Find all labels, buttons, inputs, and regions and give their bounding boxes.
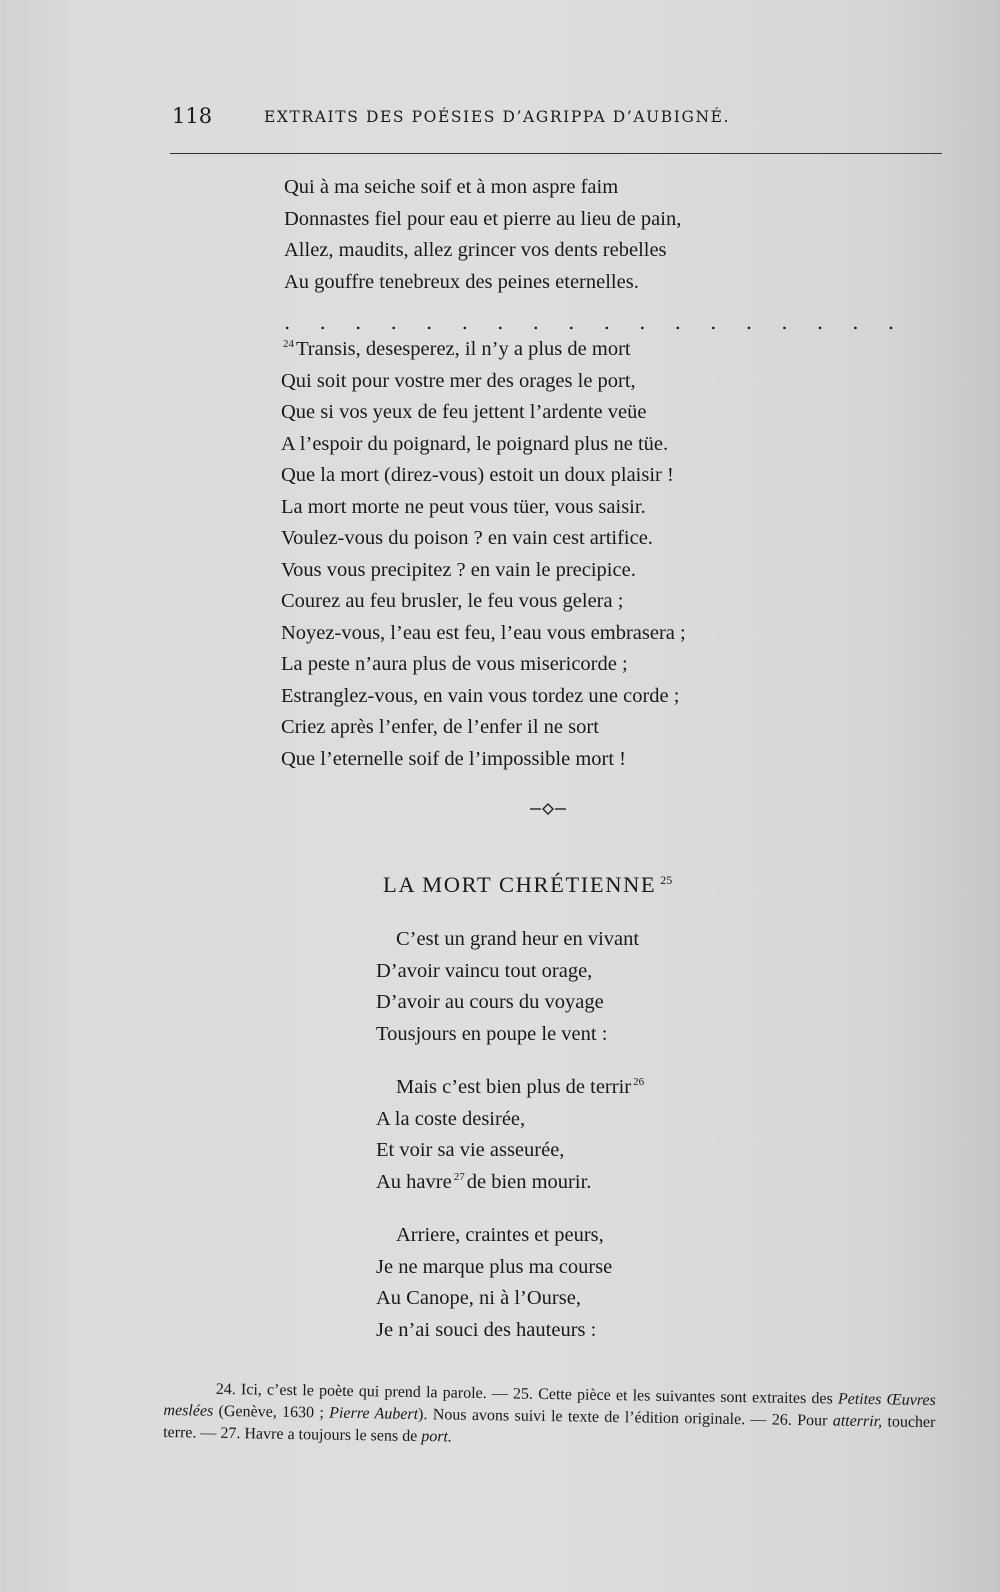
- footnote-27: 27. Havre a toujours le sens de: [220, 1424, 418, 1445]
- footnote-26: 26. Pour: [771, 1411, 828, 1430]
- verse-line: Courez au feu brusler, le feu vous gelera ;: [281, 590, 624, 612]
- verse-line: Que si vos yeux de feu jettent l’ardente veüe: [281, 401, 647, 423]
- footnotes: [163, 1378, 936, 1456]
- verse-line: [376, 1072, 646, 1104]
- verse-line: Criez après l’enfer, de l’enfer il ne sort: [281, 716, 599, 738]
- footnote-25: ). Nous avons suivi le texte de l’édition originale. —: [417, 1405, 767, 1429]
- verse-line-text: Au havre: [376, 1170, 452, 1193]
- verse-block-b: [281, 334, 686, 775]
- footnote-25: 25. Cette pièce et les suivantes sont extraites des: [512, 1385, 833, 1408]
- footnote-marker: 26: [633, 1076, 645, 1089]
- verse-line: C’est un grand heur en vivant: [396, 928, 640, 950]
- footnote-paragraph: [163, 1378, 936, 1456]
- running-head: [172, 104, 852, 134]
- verse-line: Arriere, craintes et peurs,: [396, 1224, 604, 1246]
- footnote-26: toucher terre. —: [163, 1413, 936, 1442]
- section-title: [383, 872, 672, 898]
- verse-line: Estranglez-vous, en vain vous tordez une corde ;: [281, 684, 680, 707]
- verse-line: Allez, maudits, allez grincer vos dents rebelles: [284, 239, 667, 261]
- verse-line-text: Transis, desesperez, il n’y a plus de mort: [296, 338, 631, 360]
- verse-line: D’avoir vaincu tout orage,: [376, 959, 593, 982]
- verse-line: La peste n’aura plus de vous misericorde ;: [281, 653, 628, 675]
- verse-line: Et voir sa vie asseurée,: [376, 1139, 565, 1161]
- verse-line: Qui soit pour vostre mer des orages le port,: [281, 369, 636, 392]
- verse-line: Je ne marque plus ma course: [376, 1255, 613, 1278]
- verse-block-a: [284, 172, 681, 298]
- ellipsis-row: . . . . . . . . . . . . . . . . . .: [284, 310, 906, 334]
- running-title: EXTRAITS DES POÉSIES D’AGRIPPA D’AUBIGNÉ.: [264, 108, 731, 126]
- verse-line: Je n’ai souci des hauteurs :: [376, 1318, 597, 1341]
- verse-line: Au Canope, ni à l’Ourse,: [376, 1287, 581, 1309]
- page-number: 118: [172, 104, 213, 128]
- footnote-25-publisher: Pierre Aubert: [329, 1404, 419, 1423]
- footnote-marker: 25: [660, 872, 673, 887]
- footnote-marker: 27: [453, 1170, 465, 1183]
- verse-line: Tousjours en poupe le vent :: [376, 1022, 608, 1045]
- footnote-marker: 24: [283, 338, 294, 351]
- verse-line: A l’espoir du poignard, le poignard plus ne tüe.: [281, 432, 669, 455]
- verse-line-text: de bien mourir.: [466, 1170, 592, 1193]
- verse-line: D’avoir au cours du voyage: [376, 991, 604, 1013]
- verse-line: Que l’eternelle soif de l’impossible mort !: [281, 747, 626, 770]
- verse-line: [376, 1167, 646, 1199]
- footnote-27-word: port.: [421, 1428, 453, 1446]
- section-title-text: LA MORT CHRÉTIENNE: [383, 872, 657, 897]
- verse-line: Noyez-vous, l’eau est feu, l’eau vous embrasera ;: [281, 621, 686, 644]
- header-rule: [170, 153, 942, 154]
- footnote-25: (Genève, 1630 ;: [218, 1402, 325, 1422]
- verse-line: Voulez-vous du poison ? en vain cest artifice.: [281, 527, 653, 549]
- stanza-gap: [376, 1198, 646, 1220]
- verse-block-c: [376, 924, 646, 1346]
- ornament-icon: [530, 802, 566, 816]
- footnote-26-word: atterrir,: [832, 1412, 883, 1431]
- verse-line: Au gouffre tenebreux des peines eternelles.: [284, 270, 639, 293]
- verse-line: Qui à ma seiche soif et à mon aspre faim: [284, 176, 619, 198]
- footnote-24: 24. Ici, c’est le poète qui prend la parole. —: [215, 1380, 508, 1403]
- footnote-25-title: Petites Œuvres meslées: [163, 1390, 936, 1420]
- stanza-gap: [376, 1050, 646, 1072]
- verse-line: Que la mort (direz-vous) estoit un doux plaisir !: [281, 464, 674, 486]
- verse-line: Vous vous precipitez ? en vain le precipice.: [281, 558, 636, 581]
- verse-line: La mort morte ne peut vous tüer, vous saisir.: [281, 495, 646, 518]
- verse-line-text: Mais c’est bien plus de terrir: [396, 1076, 632, 1098]
- verse-line: [281, 334, 686, 366]
- verse-line: A la coste desirée,: [376, 1107, 526, 1130]
- verse-line: Donnastes fiel pour eau et pierre au lieu de pain,: [284, 207, 682, 230]
